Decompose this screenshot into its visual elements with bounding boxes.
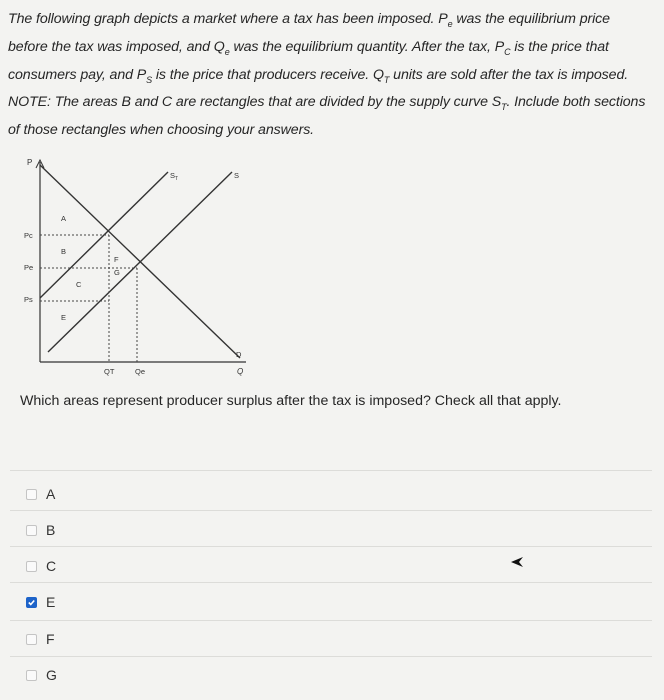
- y-axis-label: P: [27, 158, 33, 167]
- divider: [10, 582, 652, 583]
- ps-label: Ps: [24, 295, 33, 304]
- question-prompt: The following graph depicts a market where a tax has been imposed. $P_e$ was the equilibrium price before the tax was imposed, and $Q_e$ was the equilibrium quantity. After the tax, $P_C$ is the price that consumers pay, and $P_S$ is the price that producers receive. $Q_T$ units are sold after the tax is imposed. NOTE: The areas B and C are rectangles that are divided by the supply curve $S_T$. Include both sections of those rectangles when choosing your answers.: [8, 11, 646, 139]
- checkbox[interactable]: [26, 489, 37, 500]
- d-label: D: [236, 350, 242, 359]
- area-a-label: A: [61, 214, 67, 223]
- option-f[interactable]: [26, 628, 55, 650]
- divider: [10, 470, 652, 471]
- divider: [10, 546, 652, 547]
- divider: [10, 620, 652, 621]
- option-label: E: [46, 594, 56, 610]
- divider: [10, 656, 652, 657]
- check-icon: [27, 598, 36, 607]
- option-label: C: [46, 558, 57, 574]
- option-label: B: [46, 522, 56, 538]
- option-c[interactable]: [26, 555, 56, 577]
- option-a[interactable]: [26, 483, 55, 505]
- x-axis-label: Q: [237, 367, 244, 376]
- checkbox[interactable]: [26, 634, 37, 645]
- checkbox[interactable]: [26, 561, 37, 572]
- option-g[interactable]: [26, 664, 57, 686]
- area-f-label: F: [114, 255, 119, 264]
- area-e-label: E: [61, 313, 67, 322]
- checkbox[interactable]: [26, 525, 37, 536]
- tax-market-graph: [0, 150, 300, 385]
- st-label: $S_T$: [170, 171, 179, 182]
- checkbox[interactable]: [26, 597, 37, 608]
- qt-label: QT: [104, 367, 115, 376]
- s-label: S: [234, 171, 240, 180]
- checkbox[interactable]: [26, 670, 37, 681]
- question-text: Which areas represent producer surplus after the tax is imposed? Check all that apply.: [20, 393, 562, 409]
- pc-label: Pc: [24, 231, 33, 240]
- qe-label: Qe: [135, 367, 146, 376]
- area-g-label: G: [114, 268, 120, 277]
- mouse-cursor-icon: [510, 556, 524, 568]
- option-label: G: [46, 667, 57, 683]
- option-label: F: [46, 631, 55, 647]
- option-b[interactable]: [26, 519, 55, 541]
- area-c-label: C: [76, 280, 82, 289]
- option-e[interactable]: [26, 591, 55, 613]
- area-b-label: B: [61, 247, 67, 256]
- option-label: A: [46, 486, 56, 502]
- divider: [10, 510, 652, 511]
- pe-label: Pe: [24, 263, 34, 272]
